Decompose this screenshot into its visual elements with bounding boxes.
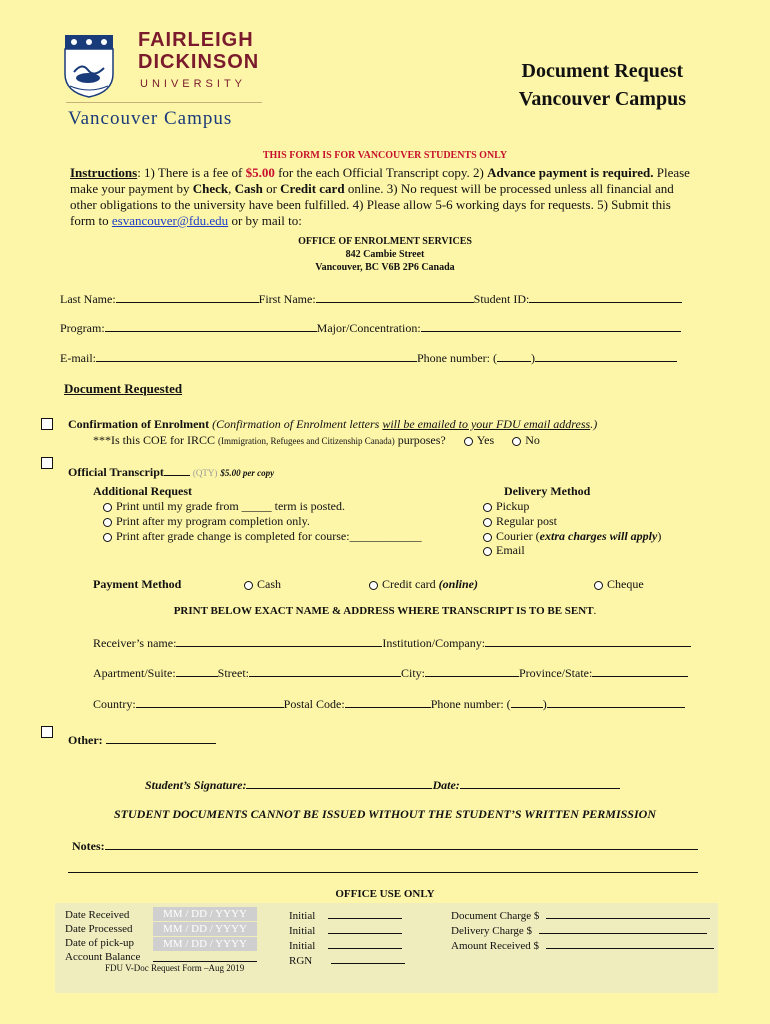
receiver-phone-label: Phone number: (: [430, 697, 511, 711]
email-link[interactable]: esvancouver@fdu.edu: [111, 213, 229, 228]
students-only-notice: THIS FORM IS FOR VANCOUVER STUDENTS ONLY: [262, 150, 508, 161]
transcript-label: Official Transcript: [68, 465, 164, 479]
delivery-charge-field[interactable]: [539, 923, 707, 934]
form-footer: FDU V-Doc Request Form –Aug 2019: [105, 963, 245, 973]
date-received-label: Date Received: [65, 909, 130, 921]
country-field[interactable]: [136, 696, 284, 708]
last-name-field[interactable]: [116, 291, 259, 303]
cheque-radio[interactable]: [594, 581, 603, 590]
pay-credit: Credit card: [280, 181, 345, 196]
city-label: City:: [400, 666, 425, 680]
opt1-radio[interactable]: [103, 503, 112, 512]
office-name: OFFICE OF ENROLMENT SERVICES: [298, 236, 472, 247]
ircc-no-radio[interactable]: [512, 437, 521, 446]
last-name-label: Last Name:: [60, 292, 116, 306]
signature-label: Student’s Signature:: [145, 778, 247, 792]
date-processed-field[interactable]: MM / DD / YYYY: [153, 922, 257, 936]
delivery-email: [483, 543, 525, 558]
account-balance-field[interactable]: [153, 951, 257, 962]
delivery-post: [483, 514, 557, 529]
email-field[interactable]: [96, 350, 417, 362]
payment-cheque: [594, 577, 644, 592]
additional-opt2: [103, 514, 310, 529]
credit-label: Credit card: [382, 577, 439, 591]
opt2-label: Print after my program completion only.: [116, 514, 310, 528]
street-field[interactable]: [249, 665, 401, 677]
payment-cash: [244, 577, 281, 592]
program-label: Program:: [60, 321, 105, 335]
date-field[interactable]: [460, 777, 620, 789]
ircc-yes-radio[interactable]: [464, 437, 473, 446]
transcript-row: [68, 464, 274, 480]
office-city: Vancouver, BC V6B 2P6 Canada: [315, 262, 455, 273]
other-checkbox[interactable]: [41, 726, 53, 738]
print-below-heading: [0, 605, 770, 617]
date-pickup-label: Date of pick-up: [65, 937, 135, 949]
post-radio[interactable]: [483, 518, 492, 527]
program-field[interactable]: [105, 320, 317, 332]
ircc-purposes: purposes?: [397, 433, 446, 447]
receiver-row3: [93, 696, 685, 712]
province-field[interactable]: [592, 665, 688, 677]
institution-label: Institution/Company:: [382, 636, 486, 650]
receiver-name-field[interactable]: [176, 635, 382, 647]
program-row: [60, 320, 681, 336]
date-pickup-field[interactable]: MM / DD / YYYY: [153, 937, 257, 951]
phone-label: Phone number: (: [417, 351, 497, 365]
delivery-pickup: [483, 499, 529, 514]
institution-field[interactable]: [485, 635, 691, 647]
coe-checkbox[interactable]: [41, 418, 53, 430]
delivery-method-heading: Delivery Method: [504, 484, 591, 498]
instructions-label: Instructions: [70, 165, 138, 180]
instructions-text: for the each Official Transcript copy. 2): [274, 165, 488, 180]
notes-field-2[interactable]: [68, 872, 698, 873]
date-processed-label: Date Processed: [65, 923, 133, 935]
logo-divider: [66, 102, 262, 103]
pickup-radio[interactable]: [483, 503, 492, 512]
initial-field-1[interactable]: [328, 908, 402, 919]
university-name-line1: FAIRLEIGH: [138, 29, 254, 51]
price-per-copy: $5.00 per copy: [220, 468, 275, 478]
student-name-row: [60, 291, 682, 307]
other-row: [68, 732, 216, 748]
document-title: [519, 57, 686, 113]
payment-method-label: Payment Method: [93, 577, 182, 591]
email-radio[interactable]: [483, 547, 492, 556]
opt2-radio[interactable]: [103, 518, 112, 527]
initial-label-3: Initial: [289, 940, 316, 952]
pay-check: Check: [192, 181, 229, 196]
cheque-label: Cheque: [607, 577, 644, 591]
advance-payment: Advance payment is required.: [487, 165, 654, 180]
ircc-question: ***Is this COE for IRCC: [93, 433, 216, 447]
pay-cash: Cash: [234, 181, 263, 196]
postal-label: Postal Code:: [283, 697, 345, 711]
initial-field-2[interactable]: [328, 923, 402, 934]
instructions-text: or by mail to:: [228, 213, 302, 228]
title-line2: Vancouver Campus: [518, 88, 686, 110]
receiver-row2: [93, 665, 688, 681]
coe-note: (Confirmation of Enrolment letters: [212, 417, 383, 431]
city-field[interactable]: [425, 665, 519, 677]
instructions-text: ,: [228, 181, 235, 196]
opt1-label: Print until my grade from _____ term is posted.: [116, 499, 345, 513]
postal-field[interactable]: [345, 696, 431, 708]
rgn-label: RGN: [289, 955, 313, 967]
university-name-line2: DICKINSON: [138, 51, 260, 73]
instructions-text: : 1) There is a fee of: [137, 165, 246, 180]
major-label: Major/Concentration:: [316, 321, 421, 335]
doc-charge-field[interactable]: [546, 908, 710, 919]
permission-notice: STUDENT DOCUMENTS CANNOT BE ISSUED WITHOUT THE STUDENT’S WRITTEN PERMISSION: [114, 807, 656, 821]
courier-note: extra charges will apply: [539, 529, 658, 543]
receiver-phone-close: ): [542, 697, 547, 711]
instructions: [70, 165, 695, 229]
additional-opt3: [103, 529, 422, 544]
ircc-yes-label: Yes: [476, 433, 495, 447]
receiver-name-label: Receiver’s name:: [93, 636, 177, 650]
post-label: Regular post: [496, 514, 557, 528]
fee-amount: $5.00: [245, 165, 275, 180]
first-name-field[interactable]: [316, 291, 474, 303]
courier-label: Courier (: [496, 529, 540, 543]
office-use-heading: OFFICE USE ONLY: [335, 888, 435, 900]
online-label: (online): [438, 577, 478, 591]
ircc-no-label: No: [525, 433, 540, 447]
delivery-charge-label: Delivery Charge $: [451, 925, 533, 937]
date-label: Date:: [432, 778, 460, 792]
doc-charge-label: Document Charge $: [451, 910, 540, 922]
opt3-label: Print after grade change is completed for course:____________: [116, 529, 422, 543]
phone-area-field[interactable]: [497, 350, 531, 362]
courier-close: ): [657, 529, 662, 543]
amount-received-field[interactable]: [546, 938, 714, 949]
student-id-field[interactable]: [529, 291, 682, 303]
rgn-field[interactable]: [331, 953, 405, 964]
coe-note-end: .): [590, 417, 598, 431]
student-id-label: Student ID:: [473, 292, 530, 306]
office-address: [0, 235, 770, 274]
additional-opt1: [103, 499, 345, 514]
document-requested-heading: Document Requested: [64, 381, 183, 396]
pickup-label: Pickup: [496, 499, 530, 513]
account-balance-label: Account Balance: [65, 951, 141, 963]
title-line1: Document Request: [521, 60, 684, 82]
instructions-text: online. 3) No request will be processed unless all financial and other obligations to the university have been fulfilled. 4) Please allow 5-6 working days for requests. 5) Submit this form to: [70, 181, 674, 228]
ircc-row: [93, 433, 540, 448]
email-delivery-label: Email: [496, 543, 525, 557]
payment-credit: [369, 577, 478, 592]
print-below-text: PRINT BELOW EXACT NAME & ADDRESS WHERE TRANSCRIPT IS TO BE SENT: [173, 605, 594, 617]
amount-received-label: Amount Received $: [451, 940, 539, 952]
courier-radio[interactable]: [483, 533, 492, 542]
transcript-checkbox[interactable]: [41, 457, 53, 469]
office-date-fields: [153, 906, 257, 965]
coe-note-emphasis: will be emailed to your FDU email address: [382, 417, 591, 431]
cash-radio[interactable]: [244, 581, 253, 590]
logo-campus: Vancouver Campus: [68, 108, 233, 129]
coe-row: [68, 417, 597, 432]
notes-row: [72, 838, 698, 854]
crest-icon: [64, 34, 114, 98]
office-street: 842 Cambie Street: [345, 249, 425, 260]
instructions-text: Please make your payment by: [70, 165, 690, 196]
print-below-dot: .: [593, 605, 597, 617]
phone-field[interactable]: [535, 350, 677, 362]
receiver-phone-field[interactable]: [547, 696, 685, 708]
delivery-courier: [483, 529, 661, 544]
ircc-expansion: (Immigration, Refugees and Citizenship Canada): [218, 436, 395, 446]
credit-radio[interactable]: [369, 581, 378, 590]
province-label: Province/State:: [519, 666, 593, 680]
notes-field-1[interactable]: [105, 838, 698, 850]
office-use-box: [55, 903, 718, 993]
email-row: [60, 350, 677, 366]
office-charges: [451, 908, 714, 953]
receiver-row1: [93, 635, 691, 651]
instructions-text: or: [262, 181, 281, 196]
initial-label-1: Initial: [289, 910, 316, 922]
receiver-phone-area-field[interactable]: [511, 696, 543, 708]
university-name-line3: UNIVERSITY: [140, 78, 247, 90]
email-label: E-mail:: [60, 351, 96, 365]
signature-field[interactable]: [246, 777, 432, 789]
office-row-labels: [65, 908, 140, 964]
apt-field[interactable]: [176, 665, 218, 677]
phone-close: ): [531, 351, 535, 365]
coe-label: Confirmation of Enrolment: [68, 417, 210, 431]
additional-request-heading: Additional Request: [93, 484, 193, 498]
notes-label: Notes:: [72, 839, 105, 853]
signature-row: [145, 777, 620, 793]
other-label: Other:: [68, 733, 103, 747]
country-label: Country:: [93, 697, 136, 711]
date-received-field[interactable]: MM / DD / YYYY: [153, 907, 257, 921]
initial-field-3[interactable]: [328, 938, 402, 949]
other-field[interactable]: [106, 732, 216, 744]
office-initials: [289, 908, 405, 968]
opt3-radio[interactable]: [103, 533, 112, 542]
major-field[interactable]: [421, 320, 681, 332]
apt-label: Apartment/Suite:: [93, 666, 176, 680]
qty-label: (QTY): [192, 468, 218, 478]
transcript-qty-field[interactable]: [164, 464, 190, 476]
cash-label: Cash: [257, 577, 281, 591]
initial-label-2: Initial: [289, 925, 316, 937]
first-name-label: First Name:: [258, 292, 316, 306]
street-label: Street:: [217, 666, 249, 680]
